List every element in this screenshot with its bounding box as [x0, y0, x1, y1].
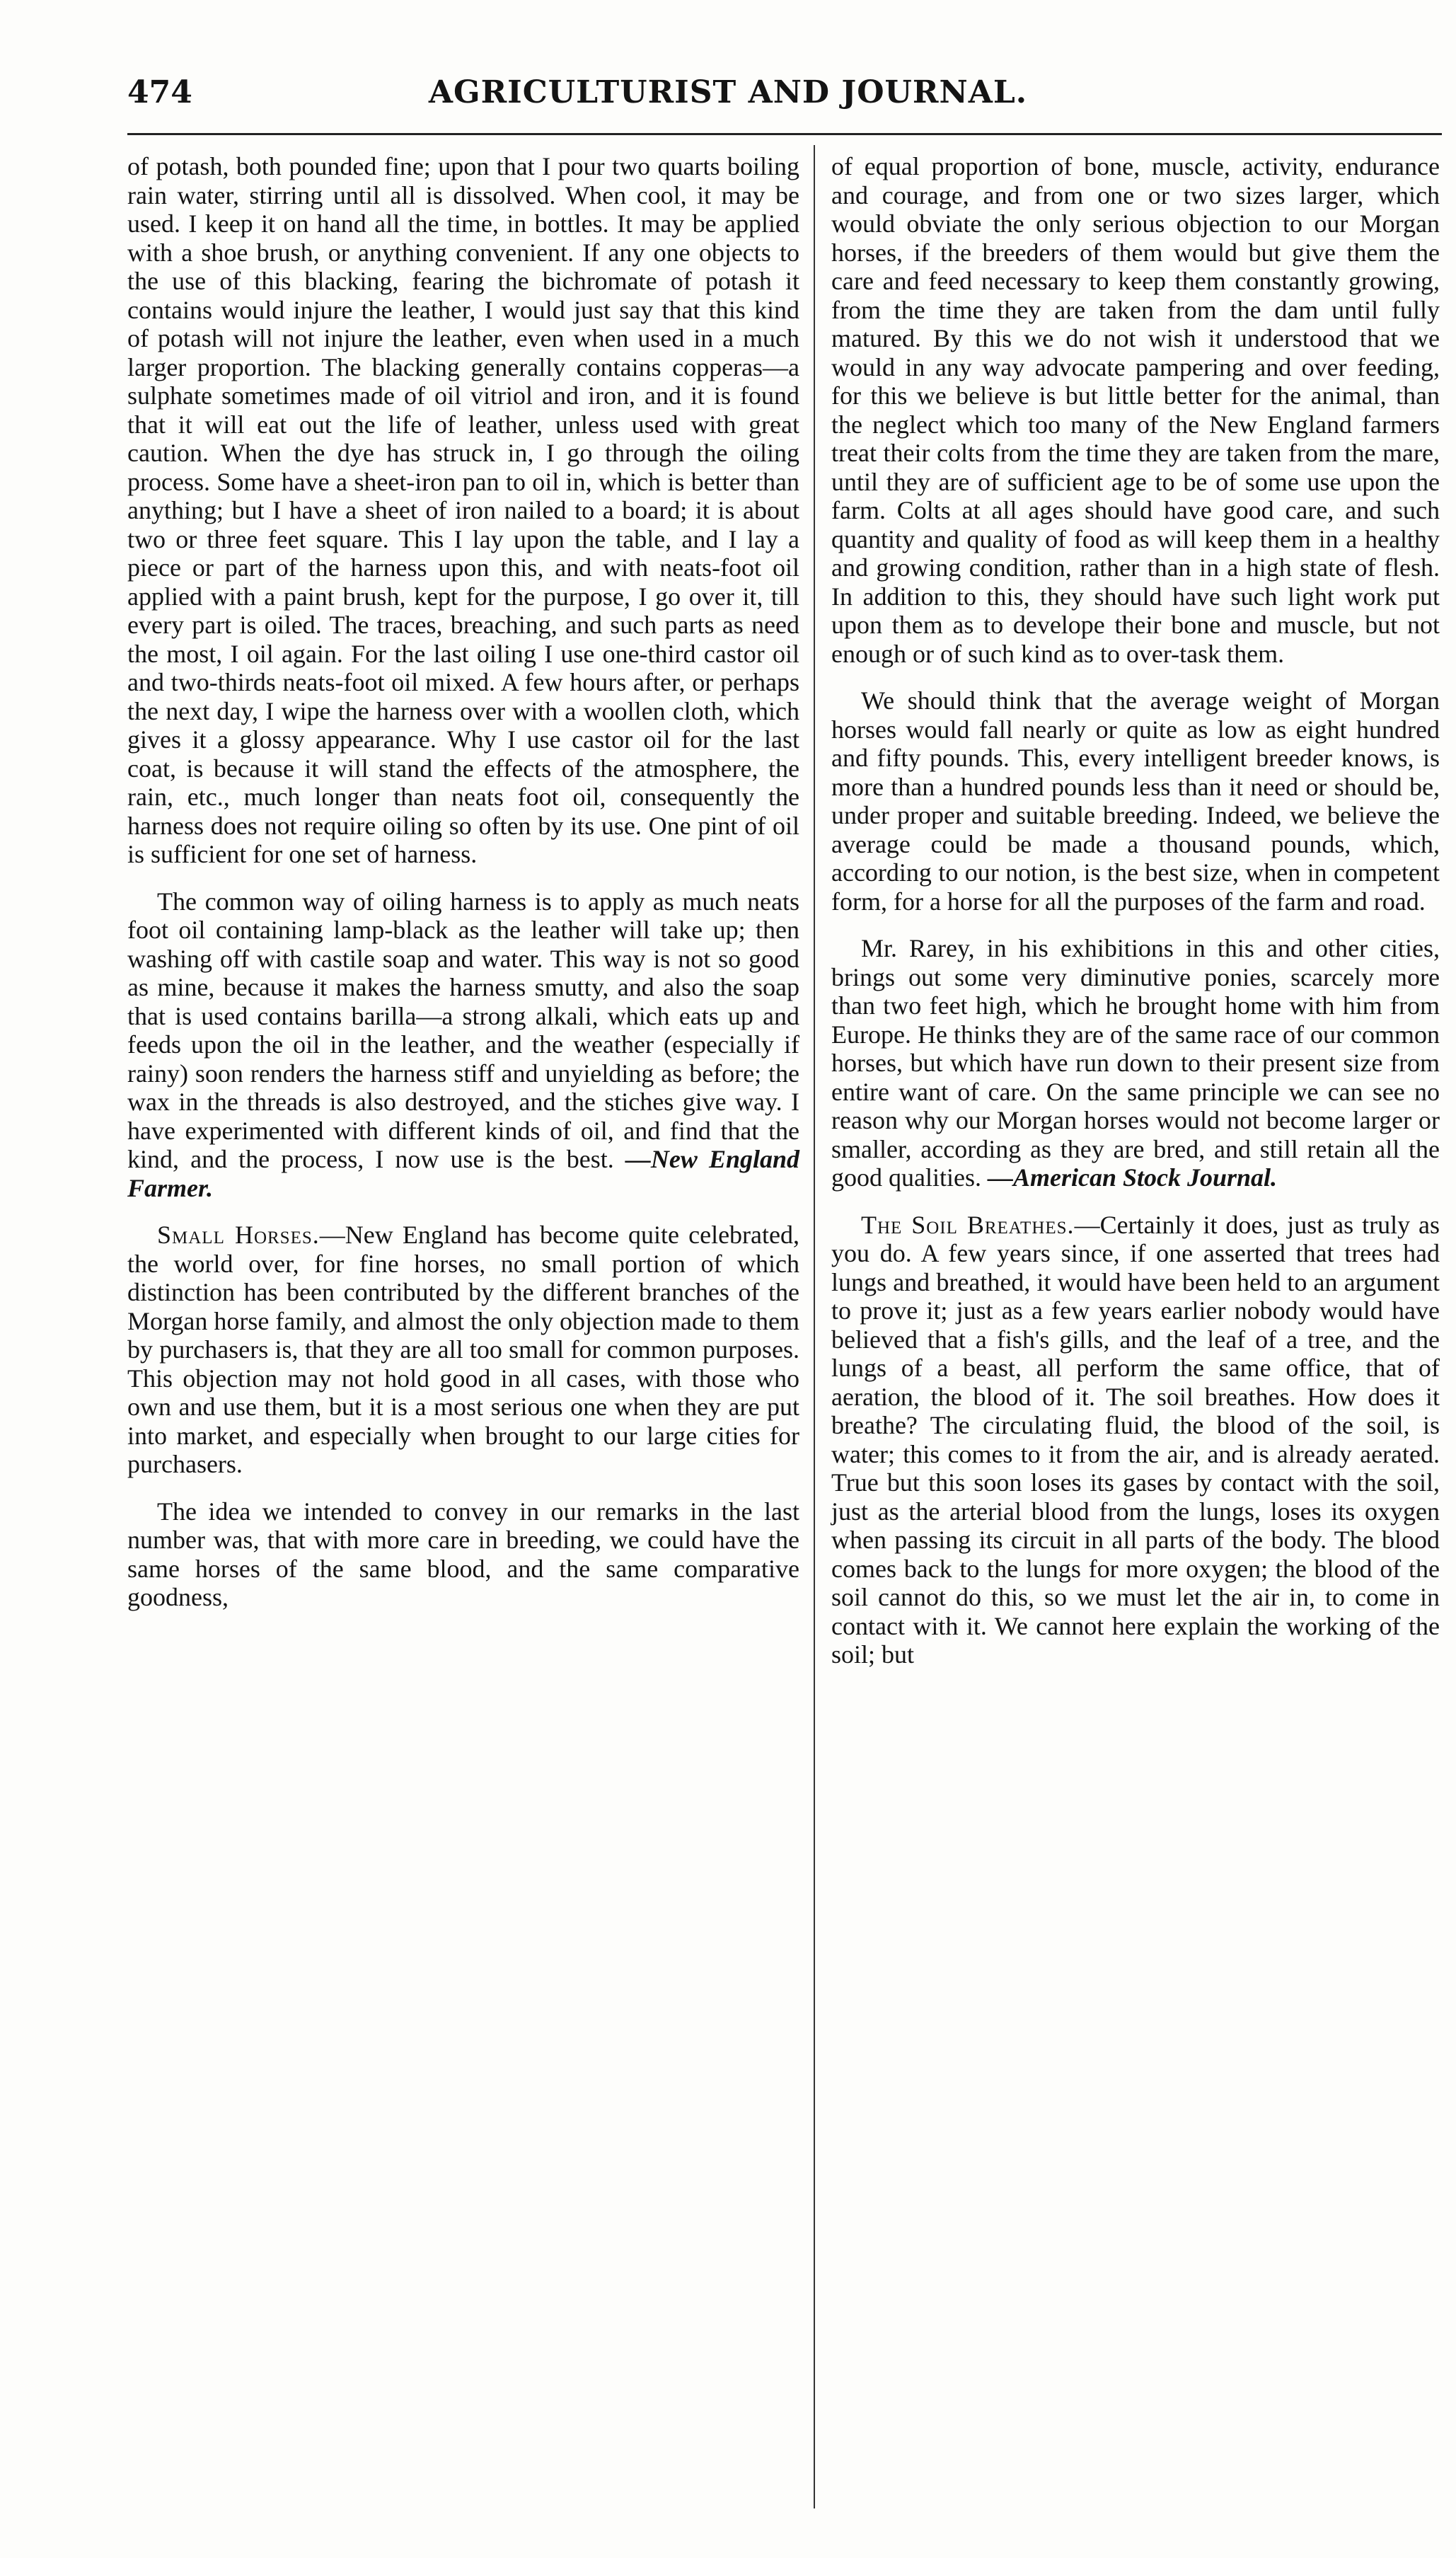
paragraph-text: Mr. Rarey, in his exhibitions in this and other cities, brings out some very diminutive ponies, scarcely more than two feet high, which he brought home with him from Europe. He thinks they are of the same race of our common horses, but which have run down to their present size from entire want of care. On the same principle we can see no reason why our Morgan horses would not become larger or smaller, according as they are bred, and still retain all the good qualities.	[831, 934, 1440, 1192]
paragraph-breeding-idea: The idea we intended to convey in our remarks in the last number was, that with more care in breeding, we could have the same horses of the same blood, and the same comparative goodness,	[127, 1497, 799, 1611]
running-title: AGRICULTURIST AND JOURNAL.	[428, 74, 1028, 110]
paragraph-rarey	[831, 934, 1440, 1192]
paragraph-soil-breathes	[831, 1211, 1440, 1669]
paragraph-proportion: of equal proportion of bone, muscle, activity, endurance and courage, and from one or two sizes larger, which would obviate the only serious objection to our Morgan horses, if the breeders of them would but give them the care and feed necessary to keep them constantly growing, from the time they are taken from the dam until fully matured. By this we do not wish it understood that we would in any way advocate pampering and over feeding, for this we believe is but little better for the animal, than the neglect which too many of the New England farmers treat their colts from the time they are taken from the mare, until they are of sufficient age to be of some use upon the farm. Colts at all ages should have good care, and such quantity and quality of food as will keep them in a healthy and growing condition, rather than in a high state of flesh. In addition to this, they should have such light work put upon them as to develope their bone and muscle, but not enough or of such kind as to over-task them.	[831, 152, 1440, 668]
header-rule	[127, 133, 1442, 135]
source-attribution: —New England Farmer.	[127, 1145, 800, 1202]
paragraph-small-horses	[127, 1221, 799, 1479]
paragraph-text: —Certainly it does, just as truly as you do. A few years since, if one asserted that trees had lungs and breathed, it would have been held to an argument to prove it; just as a few years earlier nobody would have believed that a fish's gills, and the leaf of a tree, and the lungs of a beast, all perform the same office, that of aeration, the blood of it. The soil breathes. How does it breathe? The circulating fluid, the blood of the soil, is water; this comes to it from the air, and is already aerated. True but this soon loses its gases by contact with the soil, just as the arterial blood from the lungs, loses its oxygen when passing its circuit in all parts of the body. The blood comes back to the lungs for more oxygen; the blood of the soil cannot do this, so we must let the air in, to come in contact with it. We cannot here explain the working of the soil; but	[831, 1210, 1440, 1669]
paragraph-oiling-harness	[127, 887, 799, 1203]
article-heading: The Soil Breathes.	[861, 1210, 1075, 1239]
left-column	[127, 152, 799, 1630]
source-attribution: —American Stock Journal.	[987, 1163, 1278, 1192]
paragraph-harness-blacking: of potash, both pounded fine; upon that I pour two quarts boiling rain water, stirring until all is dissolved. When cool, it may be used. I keep it on hand all the time, in bottles. It may be applied with a shoe brush, or anything convenient. If any one objects to the use of this blacking, fearing the bichromate of potash it contains would injure the leather, I would just say that this kind of potash will not injure the leather, even when used in a much larger proportion. The blacking generally contains copperas—a sulphate sometimes made of oil vitriol and iron, and it is found that it will eat out the life of leather, unless used with great caution. When the dye has struck in, I go through the oiling process. Some have a sheet-iron pan to oil in, which is better than anything; but I have a sheet of iron nailed to a board; it is about two or three feet square. This I lay upon the table, and I lay a piece or part of the harness upon this, and with neats-foot oil applied with a paint brush, kept for the purpose, I go over it, till every part is oiled. The traces, breaching, and such parts as need the most, I oil again. For the last oiling I use one-third castor oil and two-thirds neats-foot oil mixed. A few hours after, or perhaps the next day, I wipe the harness over with a woollen cloth, which gives it a glossy appearance. Why I use castor oil for the last coat, is because it will stand the effects of the atmosphere, the rain, etc., much longer than neats foot oil, consequently the harness does not require oiling so often by its use. One pint of oil is sufficient for one set of harness.	[127, 152, 799, 868]
paragraph-text: The common way of oiling harness is to apply as much neats foot oil containing lamp-black as the leather will take up; then washing off with castile soap and water. This way is not so good as mine, because it makes the harness smutty, and also the soap that is used contains barilla—a strong alkali, which eats up and feeds upon the oil in the leather, and the weather (especially if rainy) soon renders the harness stiff and unyielding as before; the wax in the threads is also destroyed, and the stiches give way. I have experimented with different kinds of oil, and find that the kind, and the process, I now use is the best.	[127, 887, 799, 1173]
column-divider	[814, 145, 815, 2508]
page-number: 474	[127, 74, 192, 110]
article-heading: Small Horses.	[157, 1221, 320, 1249]
paragraph-average-weight: We should think that the average weight of Morgan horses would fall nearly or quite as low as eight hundred and fifty pounds. This, every intelligent breeder knows, is more than a hundred pounds less than it need or should be, under proper and suitable breeding. Indeed, we believe the average could be made a thousand pounds, which, according to our notion, is the best size, when in competent form, for a horse for all the purposes of the farm and road.	[831, 686, 1440, 916]
paragraph-text: —New England has become quite celebrated, the world over, for fine horses, no small portion of which distinction has been contributed by the different branches of the Morgan horse family, and almost the only objection made to them by purchasers is, that they are all too small for common purposes. This objection may not hold good in all cases, with those who own and use them, but it is a most serious one when they are put into market, and especially when brought to our large cities for purchasers.	[127, 1221, 799, 1478]
right-column	[831, 152, 1440, 1688]
